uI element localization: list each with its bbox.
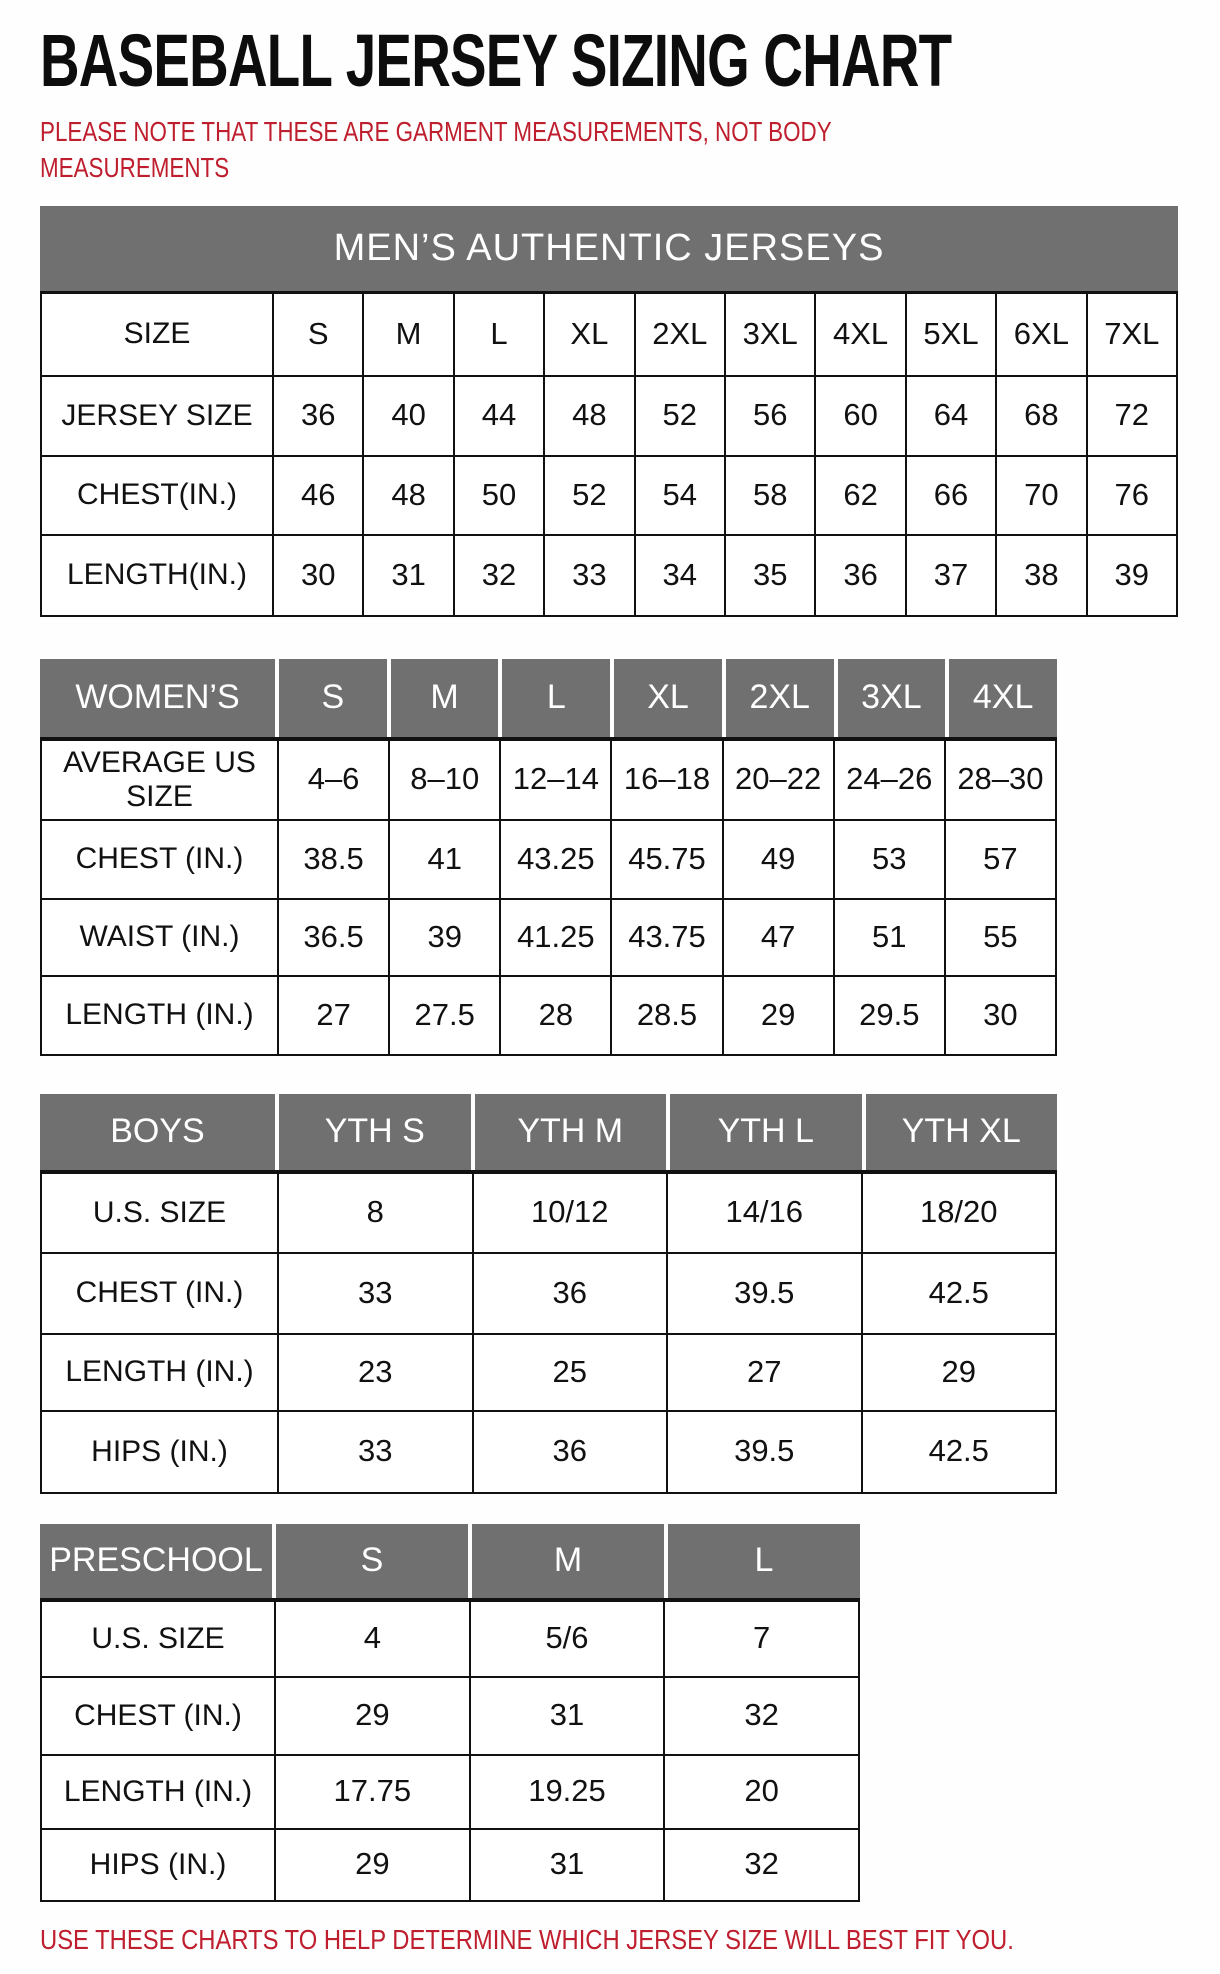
size-value-cell: 53 <box>835 821 944 898</box>
size-value-cell: 46 <box>274 457 362 534</box>
size-value-cell: 8–10 <box>390 741 499 819</box>
row-label: CHEST (IN.) <box>42 821 277 898</box>
size-value-cell: 39.5 <box>668 1254 861 1333</box>
size-column-header: 2XL <box>722 659 834 737</box>
size-column-header: M <box>364 294 452 375</box>
size-value-cell: 52 <box>636 377 724 455</box>
row-label: LENGTH (IN.) <box>42 977 277 1054</box>
size-value-cell: 52 <box>545 457 633 534</box>
row-label: U.S. SIZE <box>42 1602 274 1676</box>
size-value-cell: 40 <box>364 377 452 455</box>
row-label: WAIST (IN.) <box>42 900 277 975</box>
size-value-cell: 39 <box>1088 536 1176 615</box>
row-label: HIPS (IN.) <box>42 1412 277 1492</box>
size-column-header: 2XL <box>636 294 724 375</box>
size-value-cell: 43.25 <box>501 821 610 898</box>
size-value-cell: 43.75 <box>612 900 721 975</box>
size-value-cell: 55 <box>946 900 1055 975</box>
size-value-cell: 14/16 <box>668 1174 861 1252</box>
size-column-header: 4XL <box>945 659 1057 737</box>
size-column-header: YTH L <box>666 1094 862 1170</box>
size-value-cell: 44 <box>455 377 543 455</box>
size-column-header: L <box>664 1524 860 1598</box>
size-value-cell: 36 <box>474 1254 667 1333</box>
size-value-cell: 42.5 <box>863 1412 1056 1492</box>
row-label: SIZE <box>42 294 272 375</box>
boys-table-header <box>40 1094 1057 1170</box>
size-value-cell: 27 <box>279 977 388 1054</box>
size-value-cell: 49 <box>724 821 833 898</box>
size-value-cell: 62 <box>816 457 904 534</box>
size-value-cell: 64 <box>907 377 995 455</box>
size-value-cell: 29 <box>863 1335 1056 1410</box>
row-label: CHEST (IN.) <box>42 1254 277 1333</box>
size-column-header: 7XL <box>1088 294 1176 375</box>
size-value-cell: 23 <box>279 1335 472 1410</box>
size-value-cell: 57 <box>946 821 1055 898</box>
size-value-cell: 48 <box>545 377 633 455</box>
row-label: LENGTH (IN.) <box>42 1756 274 1828</box>
size-value-cell: 30 <box>946 977 1055 1054</box>
size-value-cell: 34 <box>636 536 724 615</box>
size-column-header: S <box>272 1524 468 1598</box>
size-value-cell: 50 <box>455 457 543 534</box>
size-column-header: M <box>468 1524 664 1598</box>
size-value-cell: 29 <box>276 1678 469 1754</box>
preschool-table-header <box>40 1524 860 1598</box>
size-value-cell: 31 <box>471 1678 664 1754</box>
size-value-cell: 31 <box>471 1830 664 1900</box>
size-value-cell: 41 <box>390 821 499 898</box>
size-column-header: M <box>387 659 499 737</box>
size-column-header: YTH S <box>275 1094 471 1170</box>
size-column-header: L <box>498 659 610 737</box>
size-value-cell: 68 <box>997 377 1085 455</box>
size-value-cell: 17.75 <box>276 1756 469 1828</box>
size-value-cell: 16–18 <box>612 741 721 819</box>
size-value-cell: 33 <box>279 1412 472 1492</box>
size-value-cell: 27.5 <box>390 977 499 1054</box>
size-column-header: YTH XL <box>862 1094 1058 1170</box>
size-column-header: S <box>275 659 387 737</box>
size-value-cell: 36 <box>274 377 362 455</box>
size-value-cell: 32 <box>455 536 543 615</box>
size-value-cell: 18/20 <box>863 1174 1056 1252</box>
preschool-header-label: PRESCHOOL <box>40 1524 272 1598</box>
size-value-cell: 39.5 <box>668 1412 861 1492</box>
row-label: JERSEY SIZE <box>42 377 272 455</box>
size-value-cell: 54 <box>636 457 724 534</box>
size-value-cell: 28 <box>501 977 610 1054</box>
size-value-cell: 37 <box>907 536 995 615</box>
row-label: CHEST(IN.) <box>42 457 272 534</box>
size-value-cell: 20–22 <box>724 741 833 819</box>
size-value-cell: 7 <box>665 1602 858 1676</box>
size-value-cell: 28–30 <box>946 741 1055 819</box>
size-value-cell: 38 <box>997 536 1085 615</box>
size-value-cell: 4–6 <box>279 741 388 819</box>
size-value-cell: 31 <box>364 536 452 615</box>
garment-measurements-note: PLEASE NOTE THAT THESE ARE GARMENT MEASUREMENTS, NOT BODY MEASUREMENTS <box>40 116 832 183</box>
size-value-cell: 5/6 <box>471 1602 664 1676</box>
size-value-cell: 47 <box>724 900 833 975</box>
womens-jerseys-table <box>40 659 1057 1056</box>
size-value-cell: 12–14 <box>501 741 610 819</box>
size-value-cell: 72 <box>1088 377 1176 455</box>
size-value-cell: 30 <box>274 536 362 615</box>
row-label: HIPS (IN.) <box>42 1830 274 1900</box>
size-column-header: XL <box>545 294 633 375</box>
row-label: CHEST (IN.) <box>42 1678 274 1754</box>
size-value-cell: 33 <box>545 536 633 615</box>
size-value-cell: 42.5 <box>863 1254 1056 1333</box>
size-value-cell: 35 <box>726 536 814 615</box>
size-value-cell: 39 <box>390 900 499 975</box>
size-value-cell: 29 <box>276 1830 469 1900</box>
size-value-cell: 60 <box>816 377 904 455</box>
row-label: U.S. SIZE <box>42 1174 277 1252</box>
size-value-cell: 36 <box>816 536 904 615</box>
size-value-cell: 27 <box>668 1335 861 1410</box>
size-value-cell: 70 <box>997 457 1085 534</box>
size-value-cell: 10/12 <box>474 1174 667 1252</box>
boys-table-body <box>40 1170 1057 1494</box>
size-value-cell: 29 <box>724 977 833 1054</box>
womens-table-header <box>40 659 1057 737</box>
preschool-jerseys-table <box>40 1524 860 1902</box>
womens-table-body <box>40 737 1057 1056</box>
mens-table-body <box>40 291 1178 617</box>
size-value-cell: 4 <box>276 1602 469 1676</box>
size-value-cell: 48 <box>364 457 452 534</box>
boys-header-label: BOYS <box>40 1094 275 1170</box>
mens-jerseys-table <box>40 206 1178 617</box>
size-value-cell: 32 <box>665 1678 858 1754</box>
size-value-cell: 58 <box>726 457 814 534</box>
size-value-cell: 41.25 <box>501 900 610 975</box>
row-label: AVERAGE US SIZE <box>42 741 277 819</box>
page-title: BASEBALL JERSEY SIZING CHART <box>40 19 952 102</box>
size-value-cell: 66 <box>907 457 995 534</box>
boys-jerseys-table <box>40 1094 1057 1494</box>
size-value-cell: 24–26 <box>835 741 944 819</box>
size-column-header: 4XL <box>816 294 904 375</box>
size-column-header: 5XL <box>907 294 995 375</box>
size-value-cell: 20 <box>665 1756 858 1828</box>
size-value-cell: 36.5 <box>279 900 388 975</box>
size-value-cell: 32 <box>665 1830 858 1900</box>
size-value-cell: 25 <box>474 1335 667 1410</box>
mens-table-title: MEN’S AUTHENTIC JERSEYS <box>40 206 1178 291</box>
size-value-cell: 45.75 <box>612 821 721 898</box>
preschool-table-body <box>40 1598 860 1902</box>
size-value-cell: 76 <box>1088 457 1176 534</box>
size-value-cell: 33 <box>279 1254 472 1333</box>
size-value-cell: 56 <box>726 377 814 455</box>
size-value-cell: 36 <box>474 1412 667 1492</box>
row-label: LENGTH (IN.) <box>42 1335 277 1410</box>
size-value-cell: 28.5 <box>612 977 721 1054</box>
womens-header-label: WOMEN’S <box>40 659 275 737</box>
size-value-cell: 29.5 <box>835 977 944 1054</box>
size-column-header: 3XL <box>726 294 814 375</box>
size-value-cell: 8 <box>279 1174 472 1252</box>
size-value-cell: 38.5 <box>279 821 388 898</box>
size-column-header: XL <box>610 659 722 737</box>
size-value-cell: 51 <box>835 900 944 975</box>
size-column-header: L <box>455 294 543 375</box>
size-value-cell: 19.25 <box>471 1756 664 1828</box>
footer-note: USE THESE CHARTS TO HELP DETERMINE WHICH JERSEY SIZE WILL BEST FIT YOU. <box>40 1923 1014 1955</box>
size-column-header: S <box>274 294 362 375</box>
size-column-header: YTH M <box>471 1094 667 1170</box>
row-label: LENGTH(IN.) <box>42 536 272 615</box>
size-column-header: 6XL <box>997 294 1085 375</box>
size-column-header: 3XL <box>834 659 946 737</box>
